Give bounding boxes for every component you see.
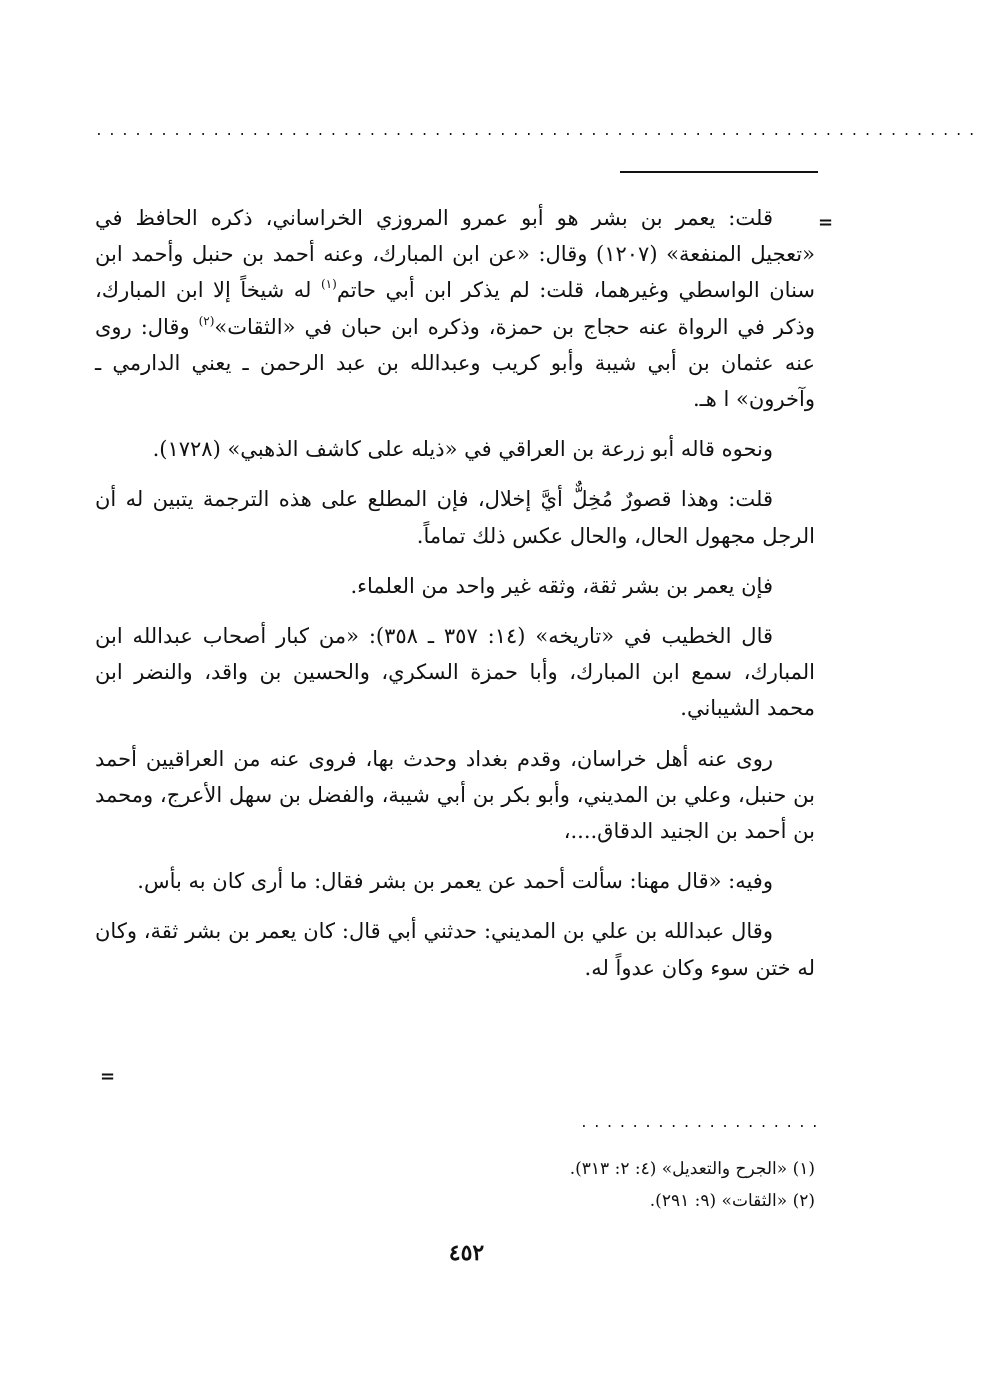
continuation-mark-top: =: [818, 212, 834, 233]
continuation-mark-bottom: =: [100, 1066, 116, 1087]
footnote-1: (١) «الجرح والتعديل» (٤: ٢: ٣١٣).: [569, 1159, 815, 1179]
paragraph-1-part-b: له شيخاً إلا ابن المبارك، وذكر في الرواة عنه حجاج بن حمزة، وذكره ابن حبان في «الثقات»: [95, 278, 816, 339]
page-number: ٤٥٢: [448, 1240, 485, 1266]
paragraph-1: [95, 200, 815, 417]
main-text: [95, 200, 815, 1000]
paragraph-3: قلت: وهذا قصورٌ مُخِلٌّ أيَّ إخلال، فإن المطلع على هذه الترجمة يتبين له أن الرجل مجهول الحال، والحال عكس ذلك تماماً.: [95, 487, 815, 548]
paragraph-5: قال الخطيب في «تاريخه» (١٤: ٣٥٧ ـ ٣٥٨): «من كبار أصحاب عبدالله ابن المبارك، سمع ابن المبارك، وأبا حمزة السكري، والحسين بن واقد، والنضر ابن محمد الشيباني.: [95, 624, 815, 721]
footnote-ref-1: (١): [320, 277, 337, 292]
footnote-2: (٢) «الثقات» (٩: ٢٩١).: [649, 1191, 815, 1211]
paragraph-2: ونحوه قاله أبو زرعة بن العراقي في «ذيله على كاشف الذهبي» (١٧٢٨).: [152, 437, 773, 462]
header-rule: [620, 171, 818, 173]
footnote-separator: ...................: [580, 1116, 824, 1131]
paragraph-6: روى عنه أهل خراسان، وقدم بغداد وحدث بها، فروى عنه من العراقيين أحمد بن حنبل، وعلي بن المديني، وأبو بكر بن أبي شيبة، والفضل بن سهل الأعرج، ومحمد بن أحمد بن الجنيد الدقاق....،: [95, 746, 815, 844]
paragraph-7: وفيه: «قال مهنا: سألت أحمد عن يعمر بن بشر فقال: ما أرى كان به بأس.: [137, 869, 773, 894]
paragraph-4: فإن يعمر بن بشر ثقة، وثقه غير واحد من العلماء.: [350, 573, 773, 598]
paragraph-1-part-a: قلت: يعمر بن بشر هو أبو عمرو المروزي الخراساني، ذكره الحافظ في «تعجيل المنفعة» (١٢٠٧) وقال: «عن ابن المبارك، وعنه أحمد بن حنبل وأحمد ابن سنان الواسطي وغيرهما، قلت: لم يذكر ابن أبي حاتم: [95, 206, 815, 303]
footnotes: [315, 1153, 815, 1217]
footnote-ref-2: (٢): [198, 313, 215, 328]
paragraph-1-part-c: وقال: روى عنه عثمان بن أبي شيبة وأبو كريب وعبدالله بن عبد الرحمن ـ يعني الدارمي ـ وآخرون» ا هـ.: [95, 314, 815, 412]
header-dotted-line: ....................................................................: [95, 124, 981, 139]
paragraph-8: وقال عبدالله بن علي بن المديني: حدثني أبي قال: كان يعمر بن بشر ثقة، وكان له ختن سوء وكان عدواً له.: [95, 919, 815, 980]
